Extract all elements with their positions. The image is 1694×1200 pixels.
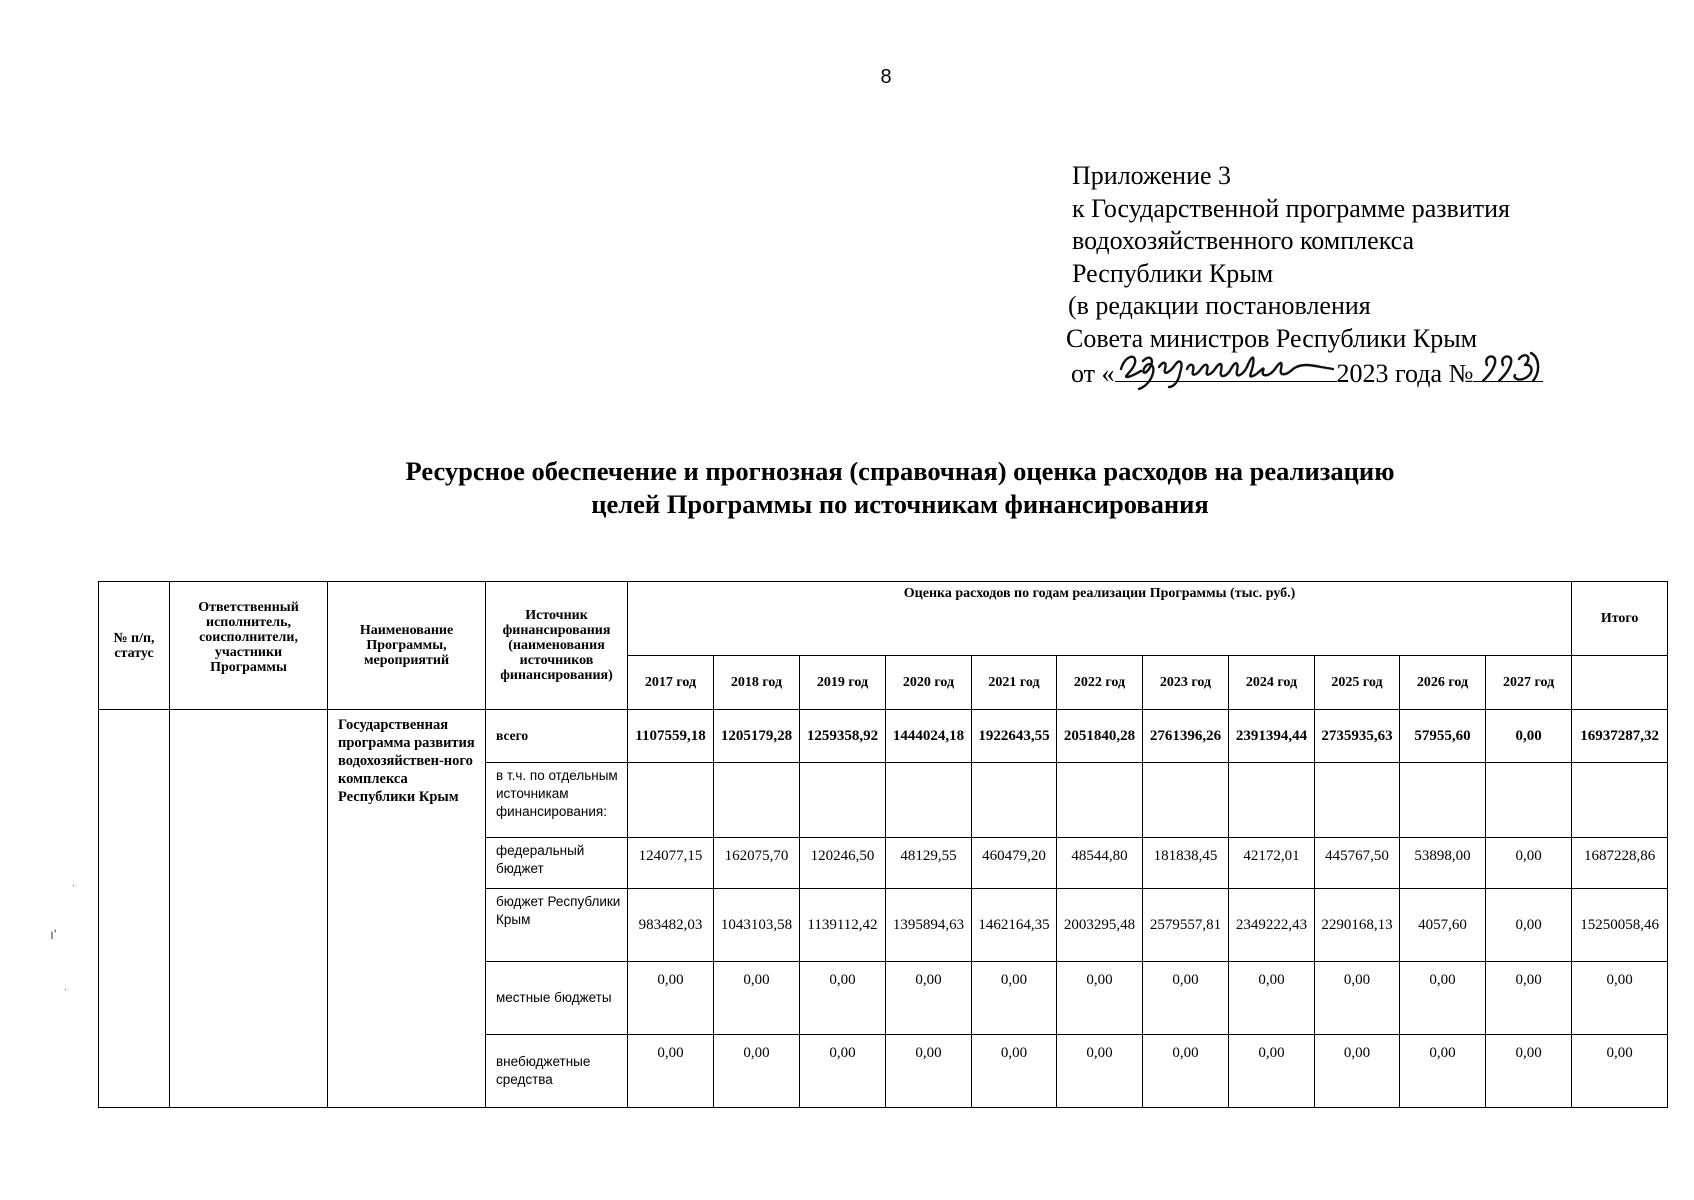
value-cell: 983482,03	[628, 889, 714, 962]
appendix-line: Приложение 3	[1072, 161, 1232, 190]
value-cell: 0,00	[714, 1035, 800, 1108]
value-cell: 2579557,81	[1143, 889, 1229, 962]
header-responsible: Ответственный исполнитель, соисполнители, участники Программы	[170, 582, 328, 710]
header-estimate: Оценка расходов по годам реализации Программы (тыс. руб.)	[628, 582, 1572, 656]
program-name: Государственная программа развития водохозяйствен-ного комплекса Республики Крым	[328, 710, 486, 1108]
value-cell: 0,00	[1143, 962, 1229, 1035]
value-cell: 42172,01	[1229, 838, 1315, 889]
financing-table	[98, 581, 1668, 1108]
value-cell: 0,00	[1400, 962, 1486, 1035]
total-cell	[1572, 763, 1668, 838]
handwritten-number	[1473, 355, 1543, 382]
appendix-line: (в редакции постановления	[1068, 291, 1371, 320]
value-cell	[886, 763, 972, 838]
appendix-line: к Государственной программе развития	[1072, 193, 1510, 223]
total-cell: 0,00	[1572, 962, 1668, 1035]
scan-mark: .	[64, 982, 67, 993]
value-cell: 0,00	[972, 1035, 1057, 1108]
header-year: 2017 год	[628, 656, 714, 710]
value-cell	[1400, 763, 1486, 838]
value-cell	[1229, 763, 1315, 838]
value-cell: 1922643,55	[972, 710, 1057, 763]
value-cell: 48129,55	[886, 838, 972, 889]
value-cell: 0,00	[800, 962, 886, 1035]
source-cell: федеральный бюджет	[486, 838, 628, 889]
value-cell: 0,00	[1486, 1035, 1572, 1108]
header-year: 2022 год	[1057, 656, 1143, 710]
value-cell: 124077,15	[628, 838, 714, 889]
header-total-empty	[1572, 656, 1668, 710]
header-year: 2026 год	[1400, 656, 1486, 710]
handwritten-date	[1115, 355, 1337, 382]
total-cell: 1687228,86	[1572, 838, 1668, 889]
value-cell: 48544,80	[1057, 838, 1143, 889]
header-year: 2027 год	[1486, 656, 1572, 710]
value-cell: 0,00	[1057, 962, 1143, 1035]
value-cell: 2735935,63	[1315, 710, 1400, 763]
total-cell: 15250058,46	[1572, 889, 1668, 962]
value-cell: 0,00	[1315, 1035, 1400, 1108]
source-cell: всего	[486, 710, 628, 763]
value-cell	[800, 763, 886, 838]
header-program-name: Наименование Программы, мероприятий	[328, 582, 486, 710]
value-cell: 181838,45	[1143, 838, 1229, 889]
header-year: 2024 год	[1229, 656, 1315, 710]
value-cell: 0,00	[800, 1035, 886, 1108]
value-cell: 0,00	[1143, 1035, 1229, 1108]
source-cell: бюджет Республики Крым	[486, 889, 628, 962]
table-row	[99, 710, 1668, 763]
appendix-line: Республики Крым	[1072, 258, 1274, 288]
appendix-line: водохозяйственного комплекса	[1072, 226, 1415, 255]
year-text: 2023 года №	[1336, 359, 1474, 388]
header-year: 2020 год	[886, 656, 972, 710]
document-title	[300, 455, 1500, 521]
value-cell: 1043103,58	[714, 889, 800, 962]
from-prefix: от «	[1071, 359, 1115, 388]
value-cell: 0,00	[1229, 1035, 1315, 1108]
value-cell: 0,00	[1486, 710, 1572, 763]
source-cell: внебюджетные средства	[486, 1035, 628, 1108]
total-cell: 0,00	[1572, 1035, 1668, 1108]
header-year: 2025 год	[1315, 656, 1400, 710]
header-num-status: № п/п, статус	[99, 582, 170, 710]
total-cell: 16937287,32	[1572, 710, 1668, 763]
handwritten-date-icon	[1115, 347, 1337, 387]
appendix-block	[1066, 160, 1543, 391]
value-cell	[1057, 763, 1143, 838]
source-cell: в т.ч. по отдельным источникам финансирования:	[486, 763, 628, 838]
value-cell: 2290168,13	[1315, 889, 1400, 962]
value-cell: 1205179,28	[714, 710, 800, 763]
value-cell: 2761396,26	[1143, 710, 1229, 763]
value-cell	[714, 763, 800, 838]
value-cell: 0,00	[628, 1035, 714, 1108]
title-line: Ресурсное обеспечение и прогнозная (справочная) оценка расходов на реализацию	[405, 456, 1395, 486]
value-cell: 2349222,43	[1229, 889, 1315, 962]
header-year: 2023 год	[1143, 656, 1229, 710]
cell-num-status	[99, 710, 170, 1108]
value-cell: 1462164,35	[972, 889, 1057, 962]
value-cell: 1107559,18	[628, 710, 714, 763]
value-cell: 2003295,48	[1057, 889, 1143, 962]
handwritten-number-icon	[1473, 347, 1543, 387]
value-cell	[1486, 763, 1572, 838]
value-cell: 0,00	[628, 962, 714, 1035]
value-cell: 2051840,28	[1057, 710, 1143, 763]
header-year: 2018 год	[714, 656, 800, 710]
cell-responsible	[170, 710, 328, 1108]
value-cell: 53898,00	[1400, 838, 1486, 889]
value-cell	[1315, 763, 1400, 838]
value-cell: 4057,60	[1400, 889, 1486, 962]
value-cell	[972, 763, 1057, 838]
value-cell: 0,00	[1229, 962, 1315, 1035]
value-cell: 120246,50	[800, 838, 886, 889]
title-line: целей Программы по источникам финансирования	[591, 489, 1209, 519]
scan-mark: ı'	[50, 926, 57, 942]
header-year: 2021 год	[972, 656, 1057, 710]
source-cell: местные бюджеты	[486, 962, 628, 1035]
header-total: Итого	[1572, 582, 1668, 656]
decree-date-line	[1071, 355, 1543, 391]
value-cell: 57955,60	[1400, 710, 1486, 763]
value-cell: 0,00	[1486, 962, 1572, 1035]
value-cell: 1259358,92	[800, 710, 886, 763]
value-cell: 0,00	[1486, 889, 1572, 962]
value-cell	[628, 763, 714, 838]
value-cell: 1139112,42	[800, 889, 886, 962]
page-number: 8	[880, 66, 892, 88]
value-cell: 0,00	[1400, 1035, 1486, 1108]
value-cell: 0,00	[714, 962, 800, 1035]
value-cell: 162075,70	[714, 838, 800, 889]
value-cell: 460479,20	[972, 838, 1057, 889]
value-cell: 445767,50	[1315, 838, 1400, 889]
header-source: Источник финансирования (наименования источников финансирования)	[486, 582, 628, 710]
value-cell: 0,00	[1315, 962, 1400, 1035]
value-cell: 2391394,44	[1229, 710, 1315, 763]
value-cell: 0,00	[1057, 1035, 1143, 1108]
value-cell: 0,00	[886, 1035, 972, 1108]
value-cell: 1444024,18	[886, 710, 972, 763]
header-year: 2019 год	[800, 656, 886, 710]
value-cell: 1395894,63	[886, 889, 972, 962]
value-cell: 0,00	[1486, 838, 1572, 889]
value-cell	[1143, 763, 1229, 838]
value-cell: 0,00	[886, 962, 972, 1035]
scan-mark: .	[72, 878, 75, 889]
value-cell: 0,00	[972, 962, 1057, 1035]
appendix-line: Совета министров Республики Крым	[1066, 323, 1478, 353]
